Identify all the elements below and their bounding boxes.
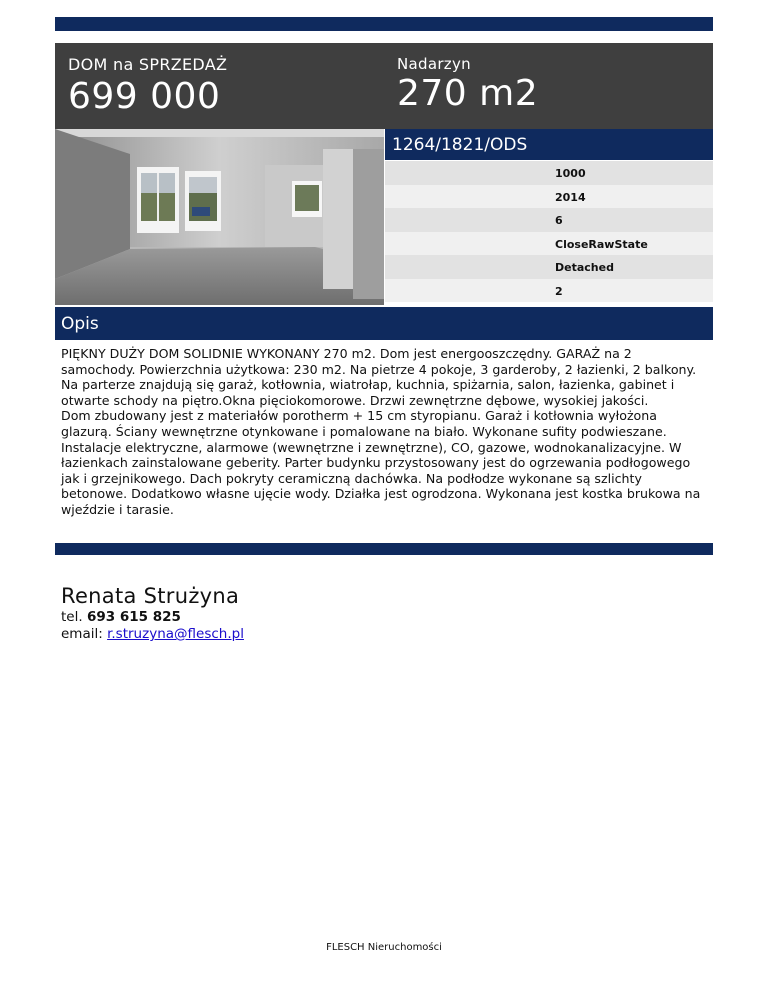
price: 699 000 [68, 76, 221, 117]
listing-header [55, 43, 713, 129]
param-row [385, 208, 713, 232]
description-paragraph: Dom zbudowany jest z materiałów porotherm + 15 cm styropianu. Garaż i kotłownia wyłożona glazurą. Ściany wewnętrzne otynkowane i pomalowane na biało. Wykonane sufity podwieszane. Instalacje elektryczne, alarmowe (wewnętrzne i zewnętrzne), CO, gazowe, wodnokanalizacyjne. W łazienkach zainstalowane geberity. Parter budynku przystosowany jest do ogrzewania podłogowego jak i grzejnikowego. Dach pokryty ceramiczną dachówka. Na podłodze wykonane są szlichty betonowe. Dodatkowo własne ujęcie wody. Działka jest ogrodzona. Wykonana jest kostka brukowa na wjeździe i tarasie. [61, 408, 701, 517]
offer-block [68, 55, 227, 117]
agent-name: Renata Strużyna [61, 584, 240, 608]
param-row [385, 232, 713, 256]
description-body [61, 346, 709, 518]
email-label: email: [61, 626, 103, 642]
listing-code-header [385, 129, 713, 160]
listing-code: 1264/1821/ODS [392, 135, 528, 155]
email-link[interactable]: r.struzyna@flesch.pl [107, 626, 244, 642]
param-value: Detached [555, 261, 614, 274]
param-row [385, 279, 713, 303]
param-value: CloseRawState [555, 237, 648, 251]
description-header [55, 307, 713, 340]
param-value: 1000 [555, 167, 586, 180]
top-accent-bar [55, 17, 713, 31]
location-block [397, 55, 538, 114]
param-row [385, 255, 713, 279]
offer-type: DOM na SPRZEDAŻ [68, 55, 228, 74]
agent-email-line [61, 626, 244, 642]
param-row [385, 161, 713, 185]
agent-contact [61, 584, 244, 642]
property-photo [55, 129, 384, 305]
description-heading: Opis [61, 314, 99, 334]
agent-phone-line [61, 609, 244, 625]
location: Nadarzyn [397, 55, 471, 73]
footer-company: FLESCH Nieruchomości [326, 942, 442, 953]
description-paragraph: PIĘKNY DUŻY DOM SOLIDNIE WYKONANY 270 m2. Dom jest energooszczędny. GARAŻ na 2 samochody. Powierzchnia użytkowa: 230 m2. Na pietrze 4 pokoje, 3 garderoby, 2 łazienki, 2 balkony. Na parterze znajdują się garaż, kotłownia, wiatrołap, kuchnia, spiżarnia, salon, łazienka, gabinet i otwarte schody na piętro.Okna pięciokomorowe. Drzwi zewnętrzne dębowe, wysokiej jakości. [61, 346, 697, 408]
param-row [385, 185, 713, 209]
param-value: 6 [555, 214, 563, 227]
property-params-table [385, 161, 713, 302]
section-divider-bar [55, 543, 713, 555]
area: 270 m2 [397, 73, 539, 114]
phone-number: 693 615 825 [86, 609, 181, 625]
param-value: 2014 [555, 190, 586, 204]
param-value: 2 [555, 284, 563, 298]
phone-label: tel. [61, 609, 83, 625]
